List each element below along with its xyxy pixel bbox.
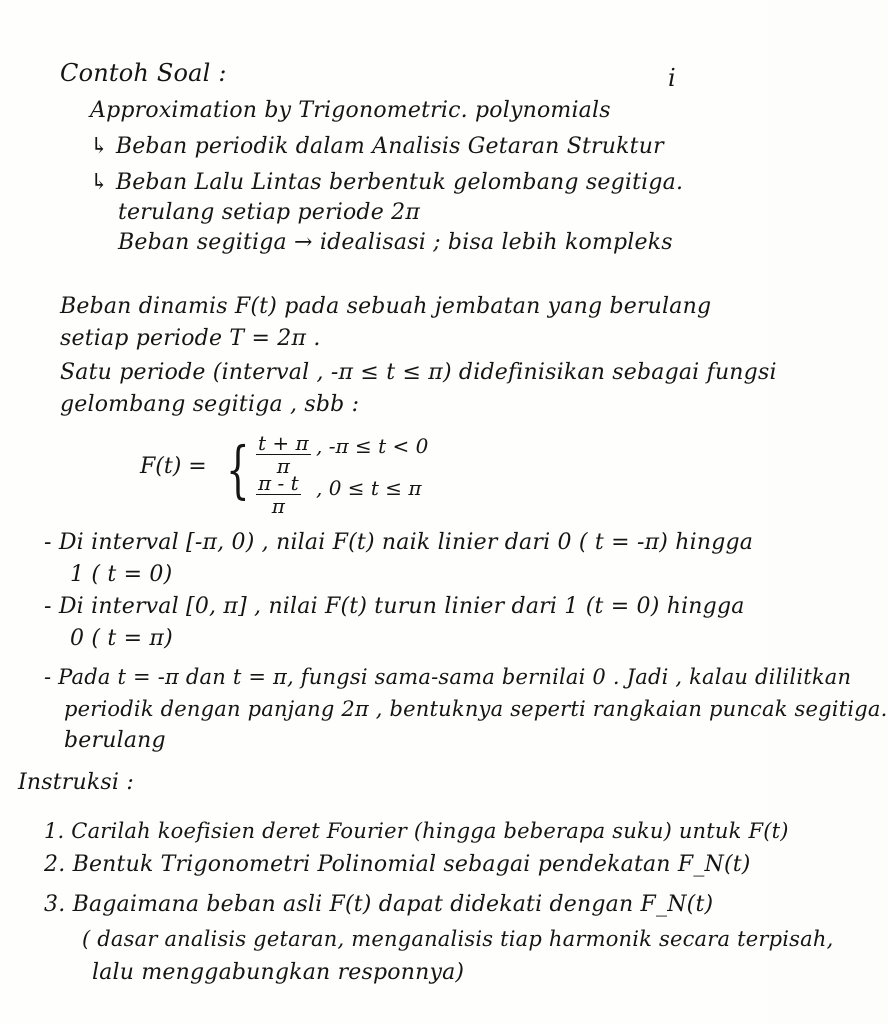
case-1-condition: , -π ≤ t < 0 [316,434,429,458]
bullet-periodic-load: ↳ Beban periodik dalam Analisis Getaran Struktur [90,134,664,159]
piecewise-formula [140,432,440,522]
note-3-end: berulang [64,728,166,753]
bullet-idealization: Beban segitiga → idealisasi ; bisa lebih kompleks [118,230,673,255]
note-2: - Di interval [0, π] , nilai F(t) turun linier dari 1 (t = 0) hingga [44,594,745,619]
case-2-condition: , 0 ≤ t ≤ π [316,476,422,500]
page-title: Contoh Soal : [60,59,227,87]
bullet-traffic-load: ↳ Beban Lalu Lintas berbentuk gelombang segitiga. [90,170,684,195]
case-2-numerator: π - t [258,471,299,495]
note-3-cont: periodik dengan panjang 2π , bentuknya seperti rangkaian puncak segitiga. [64,697,888,721]
note-3: - Pada t = -π dan t = π, fungsi sama-sama bernilai 0 . Jadi , kalau dililitkan [44,665,852,689]
case-1-denominator: π [276,454,290,478]
case-2-fraction [256,472,301,517]
case-2-denominator: π [271,494,285,518]
problem-line-4: gelombang segitiga , sbb : [60,392,360,417]
formula-lhs: F(t) = [140,454,207,479]
bullet-traffic-load-cont: terulang setiap periode 2π [118,200,420,225]
instruction-3-cont: ( dasar analisis getaran, menganalisis tiap harmonik secara terpisah, [82,927,834,951]
note-1: - Di interval [-π, 0) , nilai F(t) naik linier dari 0 ( t = -π) hingga [44,530,754,555]
page-mark: i [668,64,676,92]
instruction-3-end: lalu menggabungkan responnya) [92,960,465,985]
problem-line-1: Beban dinamis F(t) pada sebuah jembatan yang berulang [60,294,712,319]
problem-line-3: Satu periode (interval , -π ≤ t ≤ π) didefinisikan sebagai fungsi [60,360,777,385]
formula-brace: { [226,433,250,506]
instruction-1: 1. Carilah koefisien deret Fourier (hingga beberapa suku) untuk F(t) [44,819,789,843]
instruction-2: 2. Bentuk Trigonometri Polinomial sebagai pendekatan F_N(t) [44,852,751,877]
instructions-heading: Instruksi : [18,770,134,795]
note-2-cont: 0 ( t = π) [70,626,173,651]
problem-line-2: setiap periode T = 2π . [60,326,321,351]
subtitle: Approximation by Trigonometric. polynomials [90,98,611,123]
case-1-numerator: t + π [258,431,309,455]
instruction-3: 3. Bagaimana beban asli F(t) dapat didekati dengan F_N(t) [44,892,714,917]
note-1-cont: 1 ( t = 0) [70,562,173,587]
